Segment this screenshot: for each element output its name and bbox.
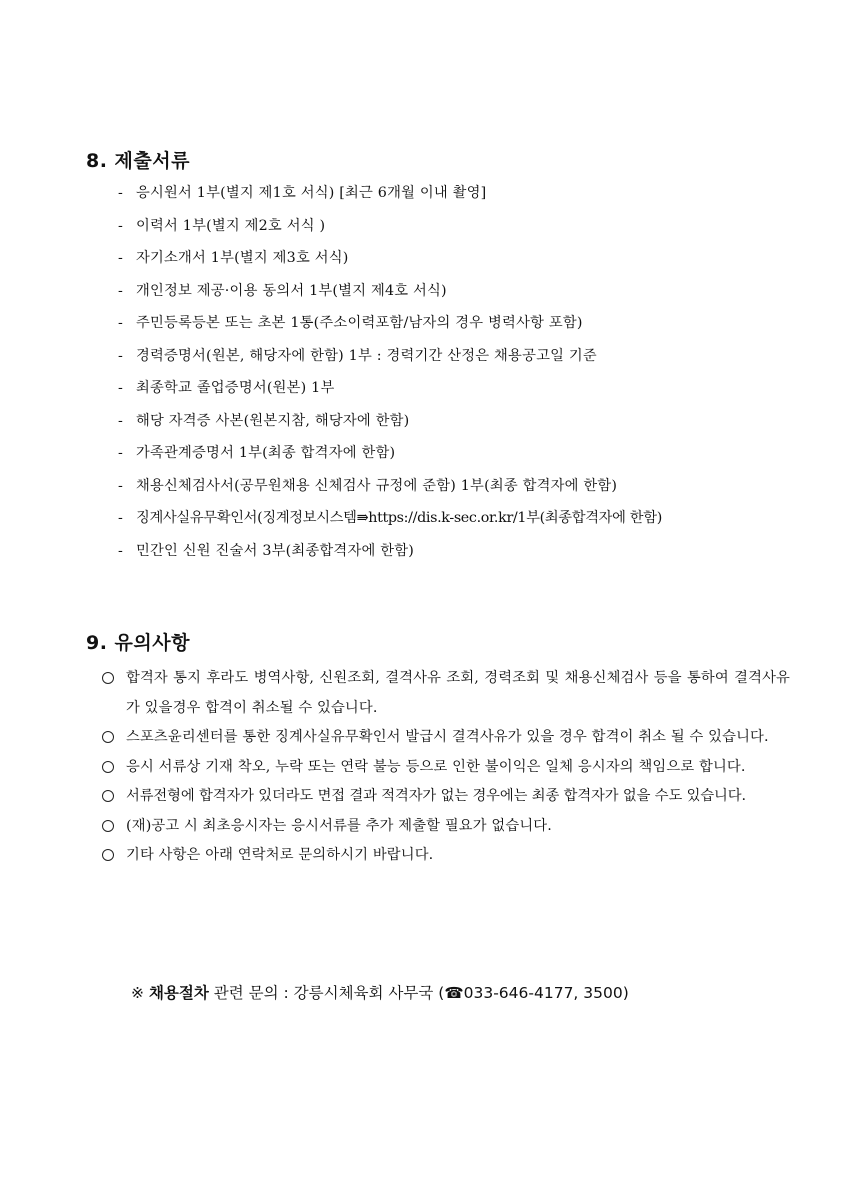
dash-marker: - [118,347,124,364]
document-item-text: 징계사실유무확인서(징계정보시스템⇛https://dis.k-sec.or.kr/1부(최종합격자에 한함) [136,510,662,526]
document-item-text: 주민등록등본 또는 초본 1통(주소이력포함/남자의 경우 병력사항 포함) [136,315,583,331]
dash-marker: - [118,217,124,234]
dash-marker: - [118,250,124,266]
section-8-heading: 8. 제출서류 [86,150,190,172]
document-item-text: 개인정보 제공·이용 동의서 1부(별지 제4호 서식) [136,282,447,299]
document-item-text: 이력서 1부(별지 제2호 서식 ) [136,217,326,234]
dash-marker: - [118,282,124,299]
dash-marker: - [118,510,123,526]
dash-marker: - [118,445,124,461]
list-item [118,214,662,247]
list-item [100,812,790,842]
note-text: (재)공고 시 최초응시자는 응시서류를 추가 제출할 필요가 없습니다. [126,817,552,834]
document-item-text: 자기소개서 1부(별지 제3호 서식) [136,250,349,266]
document-item-text: 경력증명서(원본, 해당자에 한함) 1부 : 경력기간 산정은 채용공고일 기준 [136,347,597,364]
list-item [118,539,662,572]
list-item [118,344,662,377]
list-item [118,181,662,214]
note-text: 스포츠윤리센터를 통한 징계사실유무확인서 발급시 결격사유가 있을 경우 합격이 취소 될 수 있습니다. [126,729,769,745]
dash-marker: - [118,315,124,331]
dash-marker: - [118,380,124,396]
contact-note [131,979,629,1007]
circle-bullet-icon [102,820,114,832]
circle-bullet-icon [102,672,114,684]
document-item-text: 최종학교 졸업증명서(원본) 1부 [136,380,335,396]
document-item-text: 가족관계증명서 1부(최종 합격자에 한함) [136,445,396,461]
contact-bold-label: 채용절차 [148,984,209,1002]
list-item [100,723,790,753]
document-item-text: 민간인 신원 진술서 3부(최종합격자에 한함) [136,542,415,559]
list-item [100,782,790,812]
dash-marker: - [118,542,124,559]
list-item [118,474,662,507]
circle-bullet-icon [102,849,114,861]
document-item-text: 응시원서 1부(별지 제1호 서식) [최근 6개월 이내 촬영] [136,185,487,201]
document-item-text: 채용신체검사서(공무원채용 신체검사 규정에 준함) 1부(최종 합격자에 한함) [136,477,618,494]
list-item [118,246,662,279]
note-text: 서류전형에 합격자가 있더라도 면접 결과 적격자가 없는 경우에는 최종 합격자가 없을 수도 있습니다. [126,788,746,804]
list-item [100,753,790,783]
dash-marker: - [118,185,124,201]
circle-bullet-icon [102,790,114,802]
document-item-text: 해당 자격증 사본(원본지참, 해당자에 한함) [136,412,410,429]
dash-marker: - [118,412,124,429]
circle-bullet-icon [102,731,114,743]
submission-documents-list [118,181,662,571]
notes-list [100,664,790,871]
section-9-heading: 9. 유의사항 [86,632,190,654]
list-item [100,841,790,871]
circle-bullet-icon [102,761,114,773]
reference-mark: ※ [131,984,144,1002]
note-text: 합격자 통지 후라도 병역사항, 신원조회, 결격사유 조회, 경력조회 및 채용신체검사 등을 통하여 결격사유가 있을경우 합격이 취소될 수 있습니다. [126,670,790,716]
list-item [118,311,662,344]
note-text: 응시 서류상 기재 착오, 누락 또는 연락 불능 등으로 인한 불이익은 일체 응시자의 책임으로 합니다. [126,758,746,775]
dash-marker: - [118,477,124,494]
note-text: 기타 사항은 아래 연락처로 문의하시기 바랍니다. [126,847,434,863]
list-item [118,441,662,474]
list-item [118,409,662,442]
list-item [100,664,790,723]
list-item [118,376,662,409]
list-item [118,279,662,312]
contact-text: 관련 문의 : 강릉시체육회 사무국 (☎033-646-4177, 3500) [208,984,629,1002]
list-item [118,506,662,539]
